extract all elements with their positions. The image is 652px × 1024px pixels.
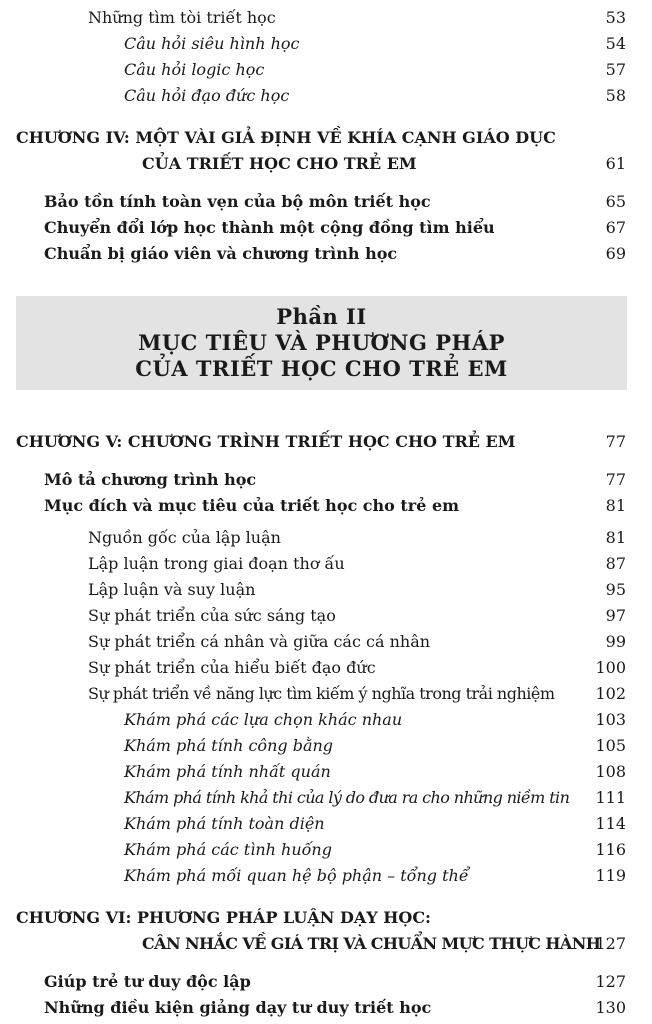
- toc-entry-page: 53: [605, 8, 626, 27]
- toc-entry-page: 95: [605, 580, 626, 599]
- toc-entry-page: 114: [595, 814, 626, 833]
- toc-entry-page: 103: [595, 710, 626, 729]
- chapter-page: 127: [595, 934, 626, 953]
- toc-entry-page: 108: [595, 762, 626, 781]
- toc-entry-title: Câu hỏi đạo đức học: [124, 86, 290, 105]
- toc-entry-title: Mục đích và mục tiêu của triết học cho trẻ em: [44, 496, 460, 515]
- chapter-heading-cont: [0, 932, 652, 956]
- toc-entry-page: 65: [605, 192, 626, 211]
- chapter-heading: [0, 906, 652, 930]
- toc-entry: [0, 494, 652, 518]
- chapter-title-line: CỦA TRIẾT HỌC CHO TRẺ EM: [142, 154, 417, 173]
- part-label: Phần II: [276, 304, 367, 329]
- toc-entry-page: 130: [595, 998, 626, 1017]
- toc-entry-page: 77: [605, 470, 626, 489]
- toc-entry: [0, 578, 652, 602]
- toc-entry-page: 58: [605, 86, 626, 105]
- toc-entry: [0, 786, 652, 810]
- toc-entry-page: 102: [595, 684, 626, 703]
- toc-entry: [0, 32, 652, 56]
- toc-entry: [0, 708, 652, 732]
- part-title-line: CỦA TRIẾT HỌC CHO TRẺ EM: [135, 356, 508, 381]
- toc-entry-page: 54: [605, 34, 626, 53]
- toc-entry-title: Khám phá tính toàn diện: [124, 814, 325, 833]
- chapter-heading: [0, 430, 652, 454]
- toc-entry: [0, 468, 652, 492]
- toc-entry-page: 100: [595, 658, 626, 677]
- toc-entry-title: Lập luận và suy luận: [88, 580, 256, 599]
- chapter-title-line: CHƯƠNG IV: MỘT VÀI GIẢ ĐỊNH VỀ KHÍA CẠNH GIÁO DỤC: [16, 128, 556, 147]
- chapter-title-line: CHƯƠNG V: CHƯƠNG TRÌNH TRIẾT HỌC CHO TRẺ EM: [16, 432, 516, 451]
- toc-entry: [0, 656, 652, 680]
- toc-entry-page: 69: [605, 244, 626, 263]
- toc-entry: [0, 630, 652, 654]
- toc-entry-title: Lập luận trong giai đoạn thơ ấu: [88, 554, 345, 573]
- toc-entry-title: Những điều kiện giảng dạy tư duy triết học: [44, 998, 432, 1017]
- chapter-title-line: CÂN NHẮC VỀ GIÁ TRỊ VÀ CHUẨN MỰC THỰC HÀNH: [142, 934, 601, 953]
- toc-entry-page: 119: [595, 866, 626, 885]
- chapter-title-line: CHƯƠNG VI: PHƯƠNG PHÁP LUẬN DẠY HỌC:: [16, 908, 431, 927]
- toc-entry: [0, 216, 652, 240]
- toc-entry: [0, 84, 652, 108]
- toc-entry-page: 99: [605, 632, 626, 651]
- chapter-heading: [0, 126, 652, 150]
- toc-entry-page: 57: [605, 60, 626, 79]
- toc-entry: [0, 970, 652, 994]
- toc-entry: [0, 58, 652, 82]
- toc-entry: [0, 734, 652, 758]
- toc-entry-page: 97: [605, 606, 626, 625]
- toc-entry-title: Bảo tồn tính toàn vẹn của bộ môn triết học: [44, 192, 431, 211]
- toc-entry-title: Khám phá mối quan hệ bộ phận – tổng thể: [124, 866, 469, 885]
- toc-entry: [0, 864, 652, 888]
- toc-entry-page: 105: [595, 736, 626, 755]
- toc-entry-title: Khám phá tính nhất quán: [124, 762, 331, 781]
- toc-entry: [0, 996, 652, 1020]
- toc-entry-title: Câu hỏi siêu hình học: [124, 34, 300, 53]
- toc-entry-title: Khám phá các tình huống: [124, 840, 332, 859]
- toc-entry: [0, 760, 652, 784]
- toc-entry-title: Giúp trẻ tư duy độc lập: [44, 972, 251, 991]
- toc-entry: [0, 552, 652, 576]
- toc-entry-title: Sự phát triển của sức sáng tạo: [88, 606, 336, 625]
- toc-entry: [0, 242, 652, 266]
- toc-entry-title: Khám phá các lựa chọn khác nhau: [124, 710, 403, 729]
- toc-entry-title: Sự phát triển của hiểu biết đạo đức: [88, 658, 376, 677]
- part-heading-box: [16, 296, 627, 390]
- toc-entry-page: 116: [595, 840, 626, 859]
- toc-entry: [0, 190, 652, 214]
- toc-entry-page: 87: [605, 554, 626, 573]
- toc-entry-title: Chuyển đổi lớp học thành một cộng đồng tìm hiểu: [44, 218, 495, 237]
- toc-entry-page: 81: [605, 496, 626, 515]
- chapter-page: 61: [605, 154, 626, 173]
- toc-entry: [0, 682, 652, 706]
- toc-entry-title: Những tìm tòi triết học: [88, 8, 276, 27]
- toc-entry-title: Sự phát triển cá nhân và giữa các cá nhân: [88, 632, 431, 651]
- toc-entry-title: Sự phát triển về năng lực tìm kiếm ý nghĩa trong trải nghiệm: [88, 684, 555, 703]
- toc-entry: [0, 812, 652, 836]
- toc-entry: [0, 604, 652, 628]
- toc-entry-page: 67: [605, 218, 626, 237]
- toc-entry-title: Câu hỏi logic học: [124, 60, 265, 79]
- toc-entry-title: Chuẩn bị giáo viên và chương trình học: [44, 244, 398, 263]
- toc-entry-page: 81: [605, 528, 626, 547]
- part-title-line: MỤC TIÊU VÀ PHƯƠNG PHÁP: [138, 330, 505, 355]
- toc-entry: [0, 526, 652, 550]
- toc-entry: [0, 838, 652, 862]
- toc-entry-page: 111: [595, 788, 626, 807]
- toc-entry-title: Khám phá tính công bằng: [124, 736, 334, 755]
- toc-entry-title: Nguồn gốc của lập luận: [88, 528, 281, 547]
- chapter-page: 77: [605, 432, 626, 451]
- chapter-heading-cont: [0, 152, 652, 176]
- toc-entry-title: Khám phá tính khả thi của lý do đưa ra cho những niềm tin: [124, 788, 570, 807]
- toc-entry-page: 127: [595, 972, 626, 991]
- toc-entry: [0, 6, 652, 30]
- toc-entry-title: Mô tả chương trình học: [44, 470, 257, 489]
